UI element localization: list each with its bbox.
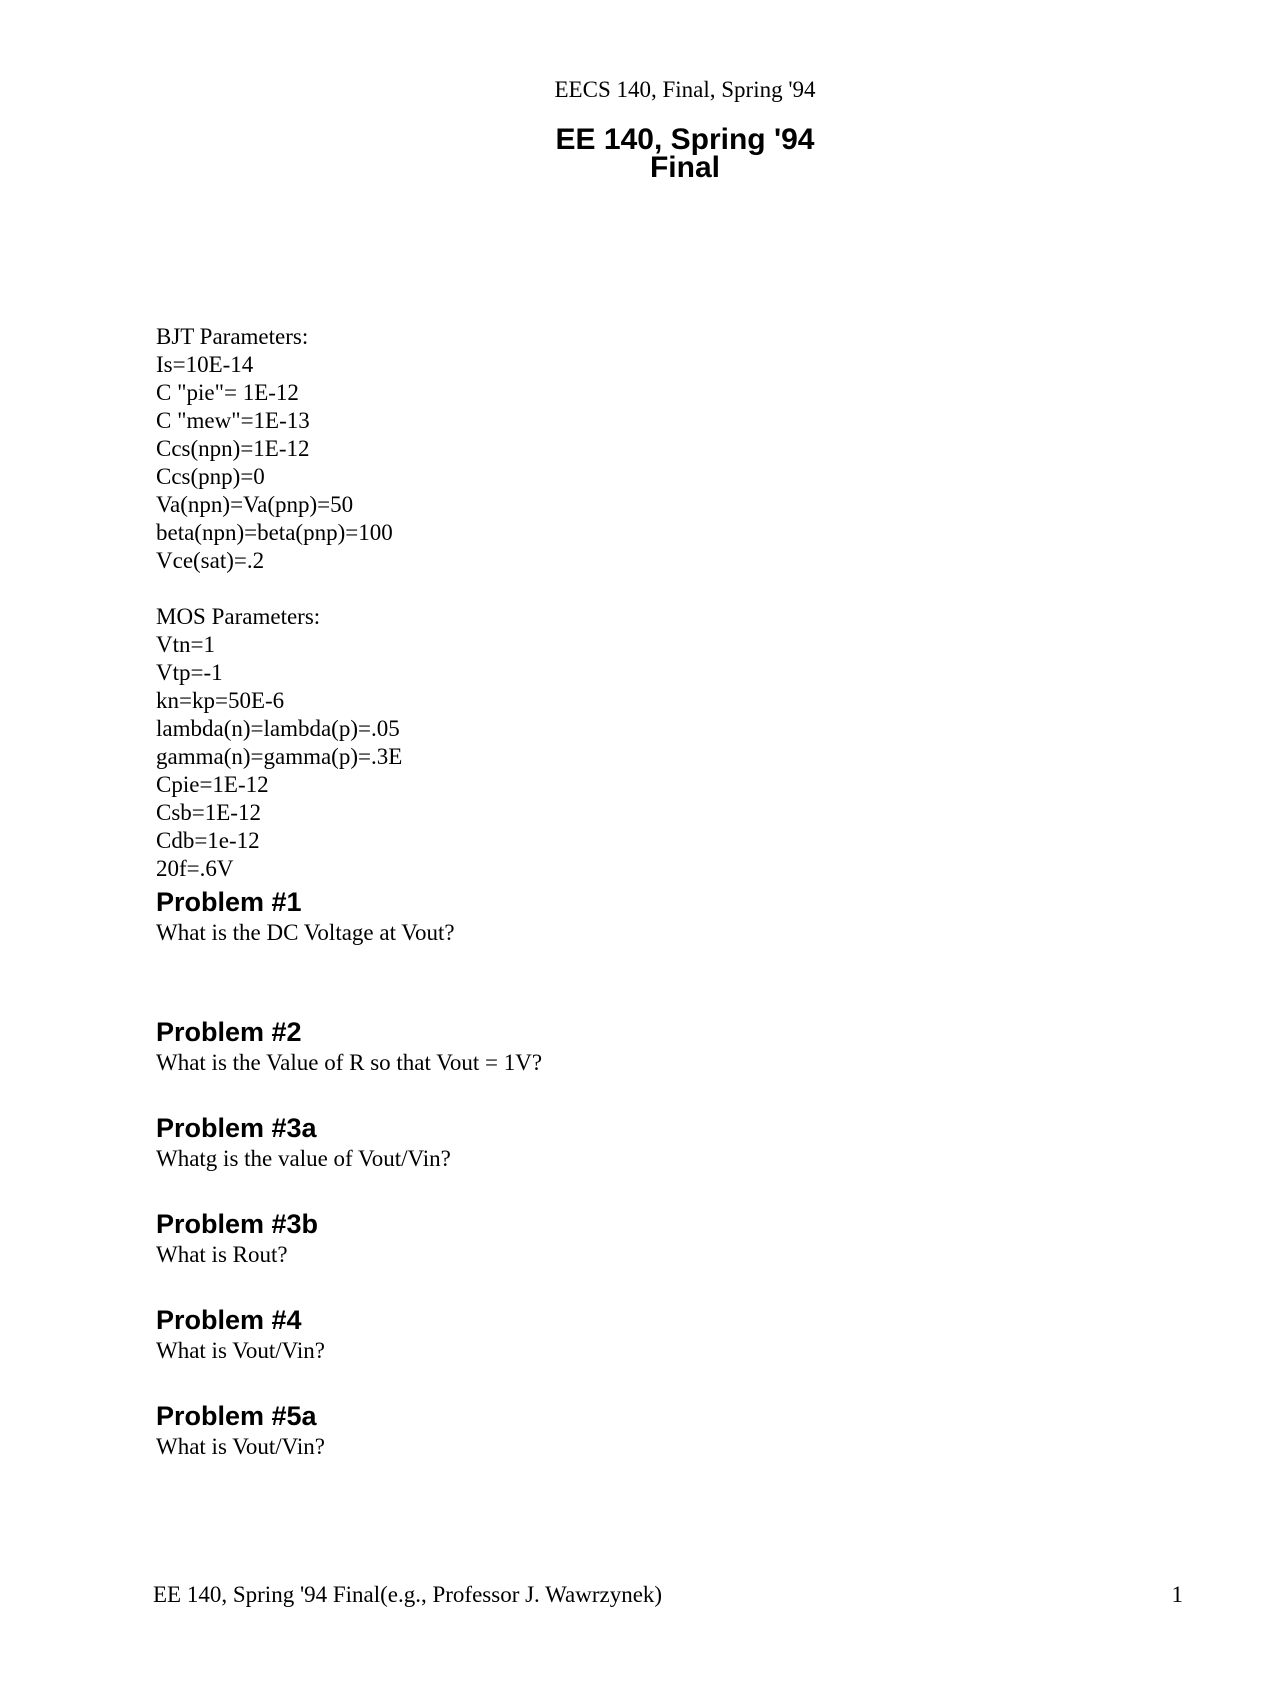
- mos-heading: MOS Parameters:: [156, 604, 321, 629]
- page-number: 1: [1171, 1582, 1183, 1607]
- title-line-1: EE 140, Spring '94: [555, 123, 815, 156]
- problem-title: Problem #3a: [156, 1113, 317, 1143]
- problem-question: What is the DC Voltage at Vout?: [156, 920, 455, 945]
- problem-5a: [156, 1399, 1156, 1461]
- running-header: EECS 140, Final, Spring '94: [554, 77, 816, 102]
- problem-3b: [156, 1207, 1156, 1269]
- bjt-param: C "pie"= 1E-12: [156, 380, 299, 405]
- problem-question: What is Rout?: [156, 1242, 288, 1267]
- mos-param: gamma(n)=gamma(p)=.3E: [156, 744, 403, 769]
- problem-title: Problem #4: [156, 1305, 302, 1335]
- mos-parameters: [156, 603, 1156, 883]
- problem-question: What is Vout/Vin?: [156, 1434, 325, 1459]
- problem-question: What is Vout/Vin?: [156, 1338, 325, 1363]
- page-footer: [153, 1581, 1183, 1609]
- mos-param: Vtn=1: [156, 632, 215, 657]
- problem-title: Problem #1: [156, 887, 302, 917]
- title-line-2: Final: [649, 151, 720, 184]
- document-title: [0, 123, 1280, 184]
- problem-title: Problem #3b: [156, 1209, 319, 1239]
- bjt-param: Ccs(npn)=1E-12: [156, 436, 310, 461]
- bjt-param: Ccs(pnp)=0: [156, 464, 265, 489]
- mos-param: kn=kp=50E-6: [156, 688, 285, 713]
- document-body: [156, 323, 1156, 1461]
- bjt-param: beta(npn)=beta(pnp)=100: [156, 520, 393, 545]
- mos-param: Csb=1E-12: [156, 800, 261, 825]
- problem-question: What is the Value of R so that Vout = 1V?: [156, 1050, 543, 1075]
- mos-param: 20f=.6V: [156, 856, 234, 881]
- bjt-param: Va(npn)=Va(pnp)=50: [156, 492, 354, 517]
- bjt-param: Is=10E-14: [156, 352, 254, 377]
- problem-3a: [156, 1111, 1156, 1173]
- problem-title: Problem #5a: [156, 1401, 317, 1431]
- problem-4: [156, 1303, 1156, 1365]
- problem-question: Whatg is the value of Vout/Vin?: [156, 1146, 451, 1171]
- footer-text: EE 140, Spring '94 Final(e.g., Professor J. Wawrzynek): [153, 1582, 663, 1607]
- bjt-heading: BJT Parameters:: [156, 324, 309, 349]
- mos-param: lambda(n)=lambda(p)=.05: [156, 716, 400, 741]
- mos-param: Vtp=-1: [156, 660, 223, 685]
- bjt-param: C "mew"=1E-13: [156, 408, 310, 433]
- bjt-parameters: [156, 323, 1156, 575]
- problem-2: [156, 1015, 1156, 1077]
- problem-title: Problem #2: [156, 1017, 302, 1047]
- bjt-param: Vce(sat)=.2: [156, 548, 265, 573]
- problem-1: [156, 885, 1156, 947]
- mos-param: Cpie=1E-12: [156, 772, 269, 797]
- mos-param: Cdb=1e-12: [156, 828, 260, 853]
